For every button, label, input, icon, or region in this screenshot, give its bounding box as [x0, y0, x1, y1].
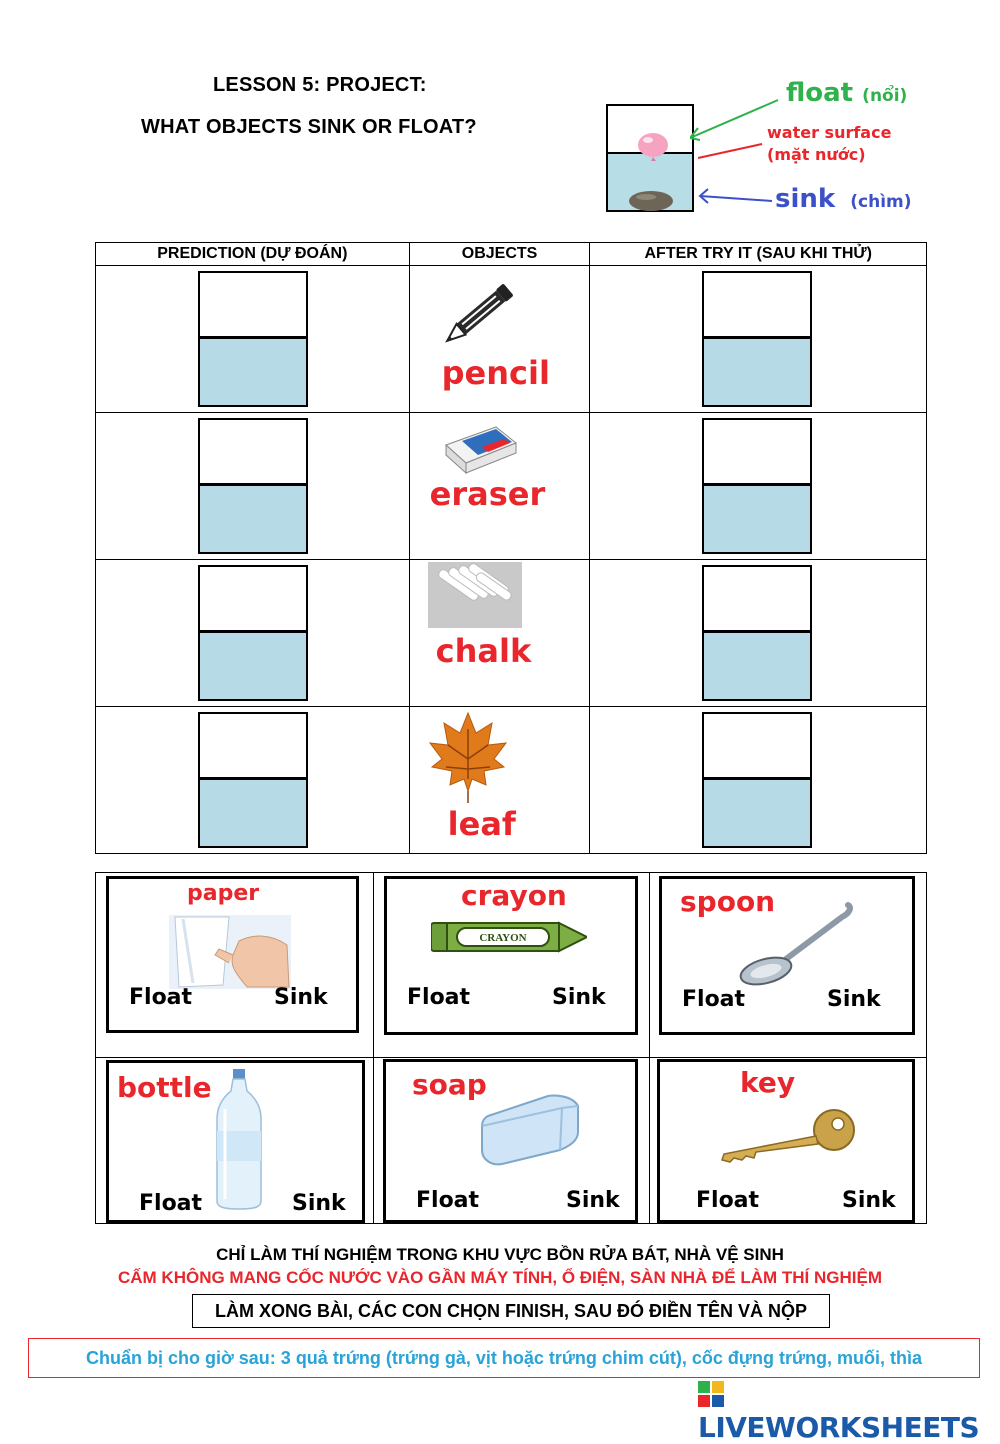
- spoon-icon: [738, 901, 854, 987]
- after-cup[interactable]: [702, 418, 812, 554]
- card-spoon: [659, 876, 915, 1035]
- card-bottle: [106, 1060, 365, 1223]
- crayon-icon-text: CRAYON: [479, 932, 527, 944]
- sink-option[interactable]: Sink: [274, 985, 328, 1010]
- grid-divider: [373, 873, 374, 1223]
- pencil-icon: [444, 274, 524, 346]
- cup-water: [200, 777, 306, 846]
- lesson-subtitle: WHAT OBJECTS SINK OR FLOAT?: [141, 116, 477, 138]
- object-label: eraser: [429, 475, 546, 513]
- legend-float-label: float: [786, 78, 854, 108]
- object-cell: [409, 560, 590, 707]
- prediction-cup[interactable]: [198, 565, 308, 701]
- prediction-cup[interactable]: [198, 271, 308, 407]
- after-cell: [590, 707, 927, 854]
- after-cell: [590, 413, 927, 560]
- float-option[interactable]: Float: [696, 1188, 760, 1213]
- table-row: [96, 266, 927, 413]
- prediction-table: [95, 242, 927, 854]
- after-cup[interactable]: [702, 271, 812, 407]
- liveworksheets-logo: [698, 1378, 1000, 1444]
- prediction-cell: [96, 707, 410, 854]
- legend-float: [786, 78, 907, 108]
- prediction-cell: [96, 560, 410, 707]
- key-icon: [718, 1106, 858, 1168]
- legend-float-vi: (nổi): [862, 86, 908, 106]
- table-row: [96, 560, 927, 707]
- prediction-cup[interactable]: [198, 712, 308, 848]
- crayon-icon: [431, 919, 587, 955]
- sink-option[interactable]: Sink: [292, 1191, 346, 1216]
- prepare-note: Chuẩn bị cho giờ sau: 3 quả trứng (trứng gà, vịt hoặc trứng chim cút), cốc đựng trứng, muối, thìa: [28, 1338, 980, 1378]
- float-option[interactable]: Float: [407, 985, 471, 1010]
- warning-note: CẤM KHÔNG MANG CỐC NƯỚC VÀO GẦN MÁY TÍNH, Ổ ĐIỆN, SÀN NHÀ ĐỂ LÀM THÍ NGHIỆM: [117, 1268, 882, 1287]
- sink-option[interactable]: Sink: [552, 985, 606, 1010]
- object-cell: [409, 707, 590, 854]
- after-cell: [590, 560, 927, 707]
- prediction-cell: [96, 266, 410, 413]
- card-name: bottle: [117, 1071, 212, 1104]
- object-cell: [409, 413, 590, 560]
- header-objects: OBJECTS: [409, 243, 590, 266]
- finish-instruction: LÀM XONG BÀI, CÁC CON CHỌN FINISH, SAU ĐÓ ĐIỀN TÊN VÀ NỘP: [192, 1294, 830, 1328]
- float-option[interactable]: Float: [139, 1191, 203, 1216]
- header-prediction: PREDICTION (DỰ ĐOÁN): [96, 243, 410, 266]
- legend-water-surface: [767, 122, 891, 166]
- header-after: AFTER TRY IT (SAU KHI THỬ): [590, 243, 927, 266]
- grid-divider: [96, 1057, 926, 1058]
- legend-sink-label: sink: [775, 184, 836, 214]
- logo-text: LIVEWORKSHEETS: [698, 1411, 980, 1444]
- prediction-cell: [96, 413, 410, 560]
- object-label: leaf: [447, 805, 516, 843]
- object-label: pencil: [441, 354, 550, 392]
- legend-sink-vi: (chìm): [850, 192, 912, 212]
- grid-divider: [649, 873, 650, 1223]
- lesson-title: LESSON 5: PROJECT:: [213, 74, 427, 96]
- card-name: soap: [412, 1068, 487, 1101]
- cup-water: [200, 630, 306, 699]
- sink-option[interactable]: Sink: [566, 1188, 620, 1213]
- stone-icon: [628, 190, 674, 212]
- float-option[interactable]: Float: [416, 1188, 480, 1213]
- soap-icon: [478, 1092, 582, 1168]
- prediction-cup[interactable]: [198, 418, 308, 554]
- cup-water: [704, 777, 810, 846]
- balloon-icon: [636, 132, 672, 162]
- legend-water-surface-label: water surface: [767, 123, 892, 142]
- cup-water: [704, 630, 810, 699]
- cup-water: [704, 483, 810, 552]
- card-name: key: [740, 1066, 796, 1099]
- card-paper: [106, 876, 359, 1033]
- table-header-row: [96, 243, 927, 266]
- leaf-icon: [428, 709, 508, 805]
- cup-water: [704, 336, 810, 405]
- paper-icon: [169, 915, 291, 989]
- chalk-icon: [428, 562, 522, 628]
- legend-sink: [775, 184, 912, 214]
- card-name: spoon: [680, 885, 776, 918]
- float-option[interactable]: Float: [129, 985, 193, 1010]
- card-crayon: [384, 876, 638, 1035]
- cup-water: [200, 336, 306, 405]
- card-name: crayon: [461, 879, 567, 912]
- after-cell: [590, 266, 927, 413]
- sink-option[interactable]: Sink: [842, 1188, 896, 1213]
- object-cards-grid: [95, 872, 927, 1224]
- logo-mark-icon: [698, 1381, 724, 1407]
- sink-option[interactable]: Sink: [827, 987, 881, 1012]
- card-name: paper: [187, 881, 260, 906]
- legend-cup: [606, 104, 694, 212]
- safety-note: CHỈ LÀM THÍ NGHIỆM TRONG KHU VỰC BỒN RỬA BÁT, NHÀ VỆ SINH: [216, 1245, 784, 1264]
- card-soap: [383, 1059, 638, 1223]
- after-cup[interactable]: [702, 712, 812, 848]
- eraser-icon: [442, 421, 520, 475]
- object-label: chalk: [435, 632, 532, 670]
- table-row: [96, 413, 927, 560]
- cup-water: [200, 483, 306, 552]
- object-cell: [409, 266, 590, 413]
- float-option[interactable]: Float: [682, 987, 746, 1012]
- bottle-icon: [215, 1069, 263, 1211]
- table-row: [96, 707, 927, 854]
- card-key: [657, 1059, 915, 1223]
- legend-water-surface-vi: (mặt nước): [767, 145, 866, 164]
- after-cup[interactable]: [702, 565, 812, 701]
